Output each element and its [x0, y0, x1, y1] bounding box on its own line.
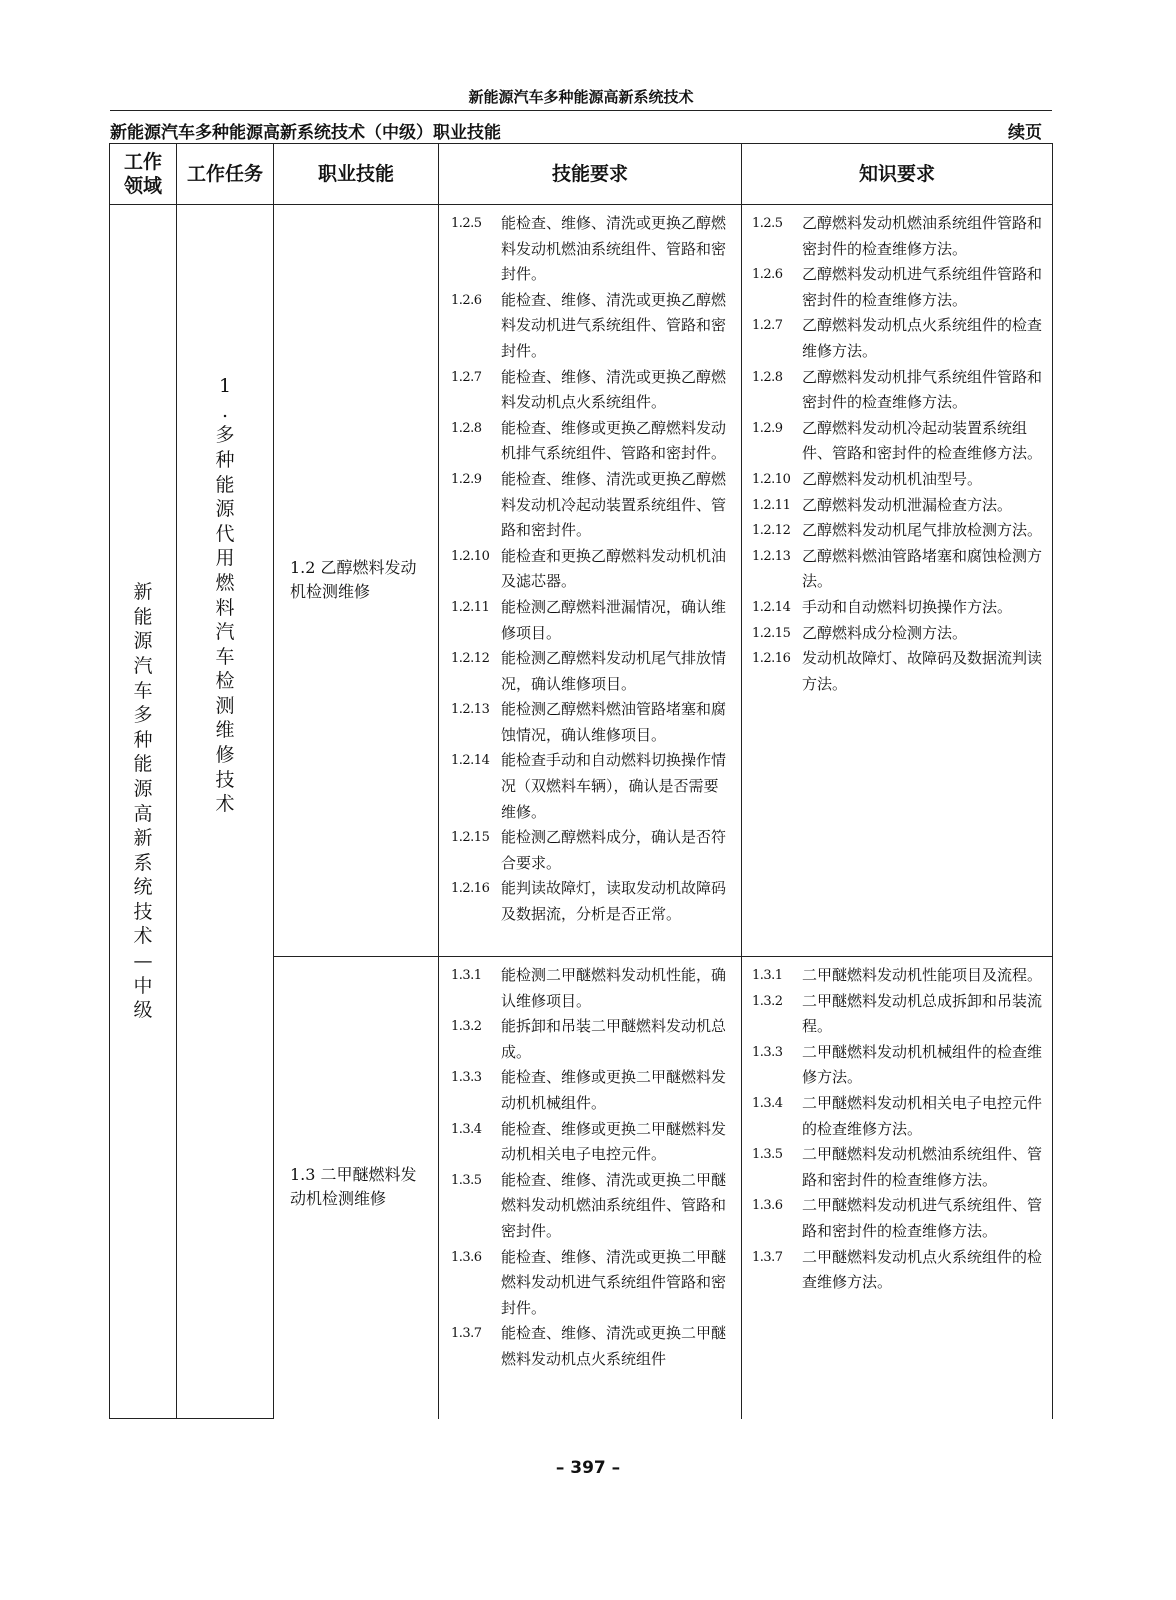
domain-char: 高 — [133, 802, 153, 825]
knowledge-number: 1.2.8 — [752, 369, 783, 385]
requirement-text: 能检查、维修、清洗或更换二甲醚燃料发动机点火系统组件 — [501, 1324, 727, 1368]
knowledge-number: 1.2.16 — [752, 651, 791, 667]
knowledge-number: 1.2.5 — [752, 216, 783, 231]
task-char: 汽 — [215, 621, 235, 644]
knowledge-text: 乙醇燃料发动机尾气排放检测方法。 — [802, 521, 1043, 540]
knowledge-text: 发动机故障灯、故障码及数据流判读方法。 — [802, 649, 1043, 693]
task-char: 车 — [215, 645, 235, 668]
domain-char: — — [133, 950, 153, 973]
task-char: 术 — [215, 793, 235, 816]
knowledge-item — [752, 416, 1044, 467]
knowledge-number: 1.2.13 — [752, 548, 791, 564]
domain-char: 新 — [133, 827, 153, 850]
task-char: 能 — [215, 473, 235, 496]
requirement-number: 1.3.1 — [451, 968, 482, 983]
requirement-text: 能拆卸和吊装二甲醚燃料发动机总成。 — [501, 1017, 727, 1061]
requirements-cell-1-3 — [439, 957, 742, 1419]
requirement-item — [451, 211, 733, 288]
knowledge-item — [752, 1040, 1044, 1091]
header-skill: 职业技能 — [274, 144, 439, 205]
knowledge-item — [752, 1245, 1044, 1296]
knowledge-item — [752, 544, 1044, 595]
task-char: 修 — [215, 744, 235, 767]
task-char: 检 — [215, 670, 235, 693]
header-requirements: 技能要求 — [439, 144, 742, 205]
continued-label: 续页 — [1008, 123, 1042, 143]
knowledge-text: 二甲醚燃料发动机总成拆卸和吊装流程。 — [802, 991, 1043, 1036]
knowledge-number: 1.3.1 — [752, 968, 783, 983]
knowledge-text: 乙醇燃料发动机泄漏检查方法。 — [802, 495, 1013, 514]
requirement-text: 能检测乙醇燃料发动机尾气排放情况，确认维修项目。 — [501, 649, 727, 693]
knowledge-item — [752, 1142, 1044, 1193]
requirement-number: 1.2.6 — [451, 292, 482, 308]
task-char: . — [221, 399, 229, 422]
domain-cell — [110, 205, 177, 1419]
task-cell — [177, 205, 274, 1419]
header-rule — [110, 110, 1052, 111]
requirement-text: 能检查、维修或更换二甲醚燃料发动机机械组件。 — [501, 1068, 727, 1112]
requirement-number: 1.3.2 — [451, 1019, 482, 1035]
requirement-number: 1.2.9 — [451, 471, 482, 487]
knowledge-item — [752, 646, 1044, 697]
requirement-item — [451, 1065, 733, 1116]
domain-char: 源 — [133, 630, 153, 653]
domain-char: 新 — [133, 581, 153, 604]
domain-char: 种 — [133, 728, 153, 751]
domain-char: 级 — [133, 999, 153, 1022]
requirement-number: 1.2.14 — [451, 753, 490, 769]
skill-label: 1.3 二甲醚燃料发动机检测维修 — [290, 1164, 417, 1208]
knowledge-number: 1.3.2 — [752, 993, 783, 1009]
knowledge-item — [752, 467, 1044, 493]
knowledge-text: 乙醇燃料成分检测方法。 — [802, 623, 968, 642]
domain-char: 汽 — [133, 654, 153, 677]
requirement-text: 能判读故障灯，读取发动机故障码及数据流，分析是否正常。 — [501, 879, 727, 924]
knowledge-cell-1-2 — [742, 205, 1053, 957]
domain-char: 多 — [133, 704, 153, 727]
table-header-row — [110, 144, 1053, 205]
requirement-number: 1.3.4 — [451, 1121, 482, 1137]
knowledge-item — [752, 595, 1044, 621]
requirement-item — [451, 646, 733, 697]
requirement-item — [451, 1321, 733, 1372]
knowledge-cell-1-3 — [742, 957, 1053, 1419]
knowledge-number: 1.2.7 — [752, 318, 783, 334]
skill-cell-1-3 — [274, 957, 439, 1419]
table-title: 新能源汽车多种能源高新系统技术（中级）职业技能 — [110, 123, 501, 143]
requirement-text: 能检查、维修、清洗或更换乙醇燃料发动机冷起动装置系统组件、管路和密封件。 — [501, 469, 727, 540]
requirement-number: 1.3.6 — [451, 1249, 482, 1265]
requirement-number: 1.2.16 — [451, 881, 490, 897]
knowledge-number: 1.2.9 — [752, 420, 783, 436]
requirement-text: 能检查手动和自动燃料切换操作情况（双燃料车辆），确认是否需要维修。 — [501, 751, 727, 821]
knowledge-number: 1.3.7 — [752, 1249, 783, 1265]
requirement-text: 能检测二甲醚燃料发动机性能，确认维修项目。 — [501, 966, 727, 1010]
requirement-item — [451, 467, 733, 544]
requirement-number: 1.2.11 — [451, 599, 490, 615]
requirement-text: 能检查、维修、清洗或更换二甲醚燃料发动机进气系统组件管路和密封件。 — [501, 1247, 727, 1317]
knowledge-text: 乙醇燃料发动机点火系统组件的检查维修方法。 — [802, 316, 1043, 360]
task-char: 测 — [215, 694, 235, 717]
requirement-number: 1.3.3 — [451, 1070, 482, 1086]
knowledge-text: 手动和自动燃料切换操作方法。 — [802, 597, 1013, 616]
requirement-number: 1.2.8 — [451, 420, 482, 436]
knowledge-item — [752, 313, 1044, 364]
knowledge-number: 1.2.15 — [752, 625, 791, 641]
knowledge-item — [752, 1193, 1044, 1244]
domain-char: 能 — [133, 605, 153, 628]
knowledge-number: 1.2.6 — [752, 267, 783, 283]
requirement-number: 1.2.13 — [451, 702, 490, 718]
knowledge-text: 乙醇燃料发动机机油型号。 — [802, 469, 983, 488]
knowledge-item — [752, 365, 1044, 416]
requirement-number: 1.2.15 — [451, 830, 490, 846]
knowledge-number: 1.2.11 — [752, 497, 791, 513]
requirement-text: 能检查、维修、清洗或更换乙醇燃料发动机进气系统组件、管路和密封件。 — [501, 290, 727, 360]
task-char: 维 — [215, 719, 235, 742]
requirement-item — [451, 288, 733, 365]
requirement-item — [451, 1245, 733, 1322]
requirement-item — [451, 825, 733, 876]
task-char: 用 — [215, 547, 235, 570]
table-row — [110, 205, 1053, 957]
knowledge-number: 1.2.12 — [752, 523, 791, 539]
requirement-item — [451, 365, 733, 416]
knowledge-text: 乙醇燃料燃油管路堵塞和腐蚀检测方法。 — [802, 546, 1043, 591]
knowledge-item — [752, 493, 1044, 519]
domain-vertical-text — [110, 580, 176, 1023]
requirement-item — [451, 595, 733, 646]
knowledge-item — [752, 518, 1044, 544]
knowledge-number: 1.2.10 — [752, 471, 791, 487]
knowledge-item — [752, 963, 1044, 989]
requirement-number: 1.2.7 — [451, 369, 482, 385]
knowledge-number: 1.2.14 — [752, 599, 791, 615]
knowledge-text: 乙醇燃料发动机排气系统组件管路和密封件的检查维修方法。 — [802, 367, 1043, 412]
requirement-text: 能检查、维修或更换二甲醚燃料发动机相关电子电控元件。 — [501, 1119, 727, 1164]
domain-char: 车 — [133, 679, 153, 702]
requirement-item — [451, 1117, 733, 1168]
knowledge-number: 1.3.6 — [752, 1198, 783, 1214]
task-char: 种 — [215, 448, 235, 471]
requirement-item — [451, 1168, 733, 1245]
requirement-text: 能检查、维修、清洗或更换二甲醚燃料发动机燃油系统组件、管路和密封件。 — [501, 1170, 727, 1240]
knowledge-item — [752, 1091, 1044, 1142]
skills-table — [109, 143, 1053, 1419]
task-vertical-text — [177, 374, 273, 817]
table-title-bar — [110, 116, 1052, 142]
requirement-item — [451, 1014, 733, 1065]
knowledge-number: 1.3.4 — [752, 1095, 783, 1111]
requirement-item — [451, 416, 733, 467]
header-knowledge: 知识要求 — [742, 144, 1053, 205]
task-char: 料 — [215, 596, 235, 619]
requirement-number: 1.2.5 — [451, 216, 482, 231]
knowledge-text: 二甲醚燃料发动机相关电子电控元件的检查维修方法。 — [802, 1093, 1043, 1138]
task-char: 代 — [215, 522, 235, 545]
requirement-text: 能检测乙醇燃料成分，确认是否符合要求。 — [501, 828, 727, 872]
requirement-item — [451, 544, 733, 595]
knowledge-text: 二甲醚燃料发动机点火系统组件的检查维修方法。 — [802, 1247, 1043, 1292]
requirement-text: 能检测乙醇燃料燃油管路堵塞和腐蚀情况，确认维修项目。 — [501, 700, 727, 744]
requirement-item — [451, 876, 733, 927]
knowledge-text: 二甲醚燃料发动机机械组件的检查维修方法。 — [802, 1042, 1043, 1087]
knowledge-text: 二甲醚燃料发动机进气系统组件、管路和密封件的检查维修方法。 — [802, 1196, 1043, 1240]
domain-char: 源 — [133, 777, 153, 800]
requirement-text: 能检测乙醇燃料泄漏情况，确认维修项目。 — [501, 597, 727, 642]
task-char: 技 — [215, 768, 235, 791]
knowledge-item — [752, 621, 1044, 647]
task-char: 1 — [218, 375, 232, 398]
requirement-item — [451, 748, 733, 825]
domain-char: 能 — [133, 753, 153, 776]
requirement-number: 1.3.7 — [451, 1326, 482, 1342]
requirement-number: 1.2.12 — [451, 651, 490, 667]
knowledge-text: 二甲醚燃料发动机性能项目及流程。 — [802, 966, 1043, 984]
requirement-text: 能检查、维修或更换乙醇燃料发动机排气系统组件、管路和密封件。 — [501, 418, 727, 463]
knowledge-item — [752, 262, 1044, 313]
domain-char: 技 — [133, 900, 153, 923]
task-char: 燃 — [215, 571, 235, 594]
knowledge-number: 1.3.5 — [752, 1147, 783, 1163]
requirement-number: 1.2.10 — [451, 548, 490, 564]
page-number: – 397 – — [555, 1458, 621, 1478]
task-char: 多 — [215, 424, 235, 447]
domain-char: 统 — [133, 876, 153, 899]
running-head: 新能源汽车多种能源高新系统技术 — [468, 88, 694, 106]
knowledge-number: 1.3.3 — [752, 1044, 783, 1060]
task-char: 源 — [215, 498, 235, 521]
domain-char: 系 — [133, 851, 153, 874]
skill-cell-1-2 — [274, 205, 439, 957]
requirement-text: 能检查、维修、清洗或更换乙醇燃料发动机点火系统组件。 — [501, 367, 727, 412]
requirement-text: 能检查和更换乙醇燃料发动机机油及滤芯器。 — [501, 546, 727, 591]
knowledge-text: 乙醇燃料发动机冷起动装置系统组件、管路和密封件的检查维修方法。 — [802, 418, 1043, 463]
requirement-text: 能检查、维修、清洗或更换乙醇燃料发动机燃油系统组件、管路和密封件。 — [501, 214, 727, 284]
knowledge-text: 乙醇燃料发动机进气系统组件管路和密封件的检查维修方法。 — [802, 265, 1043, 309]
requirement-number: 1.3.5 — [451, 1172, 482, 1188]
knowledge-text: 二甲醚燃料发动机燃油系统组件、管路和密封件的检查维修方法。 — [802, 1145, 1043, 1189]
knowledge-item — [752, 211, 1044, 262]
knowledge-text: 乙醇燃料发动机燃油系统组件管路和密封件的检查维修方法。 — [802, 214, 1043, 258]
requirements-cell-1-2 — [439, 205, 742, 957]
domain-char: 中 — [133, 974, 153, 997]
requirement-item — [451, 963, 733, 1014]
requirement-item — [451, 697, 733, 748]
header-domain: 工作领域 — [110, 144, 177, 205]
knowledge-item — [752, 989, 1044, 1040]
domain-char: 术 — [133, 925, 153, 948]
header-task: 工作任务 — [177, 144, 274, 205]
skill-label: 1.2 乙醇燃料发动机检测维修 — [290, 557, 417, 601]
